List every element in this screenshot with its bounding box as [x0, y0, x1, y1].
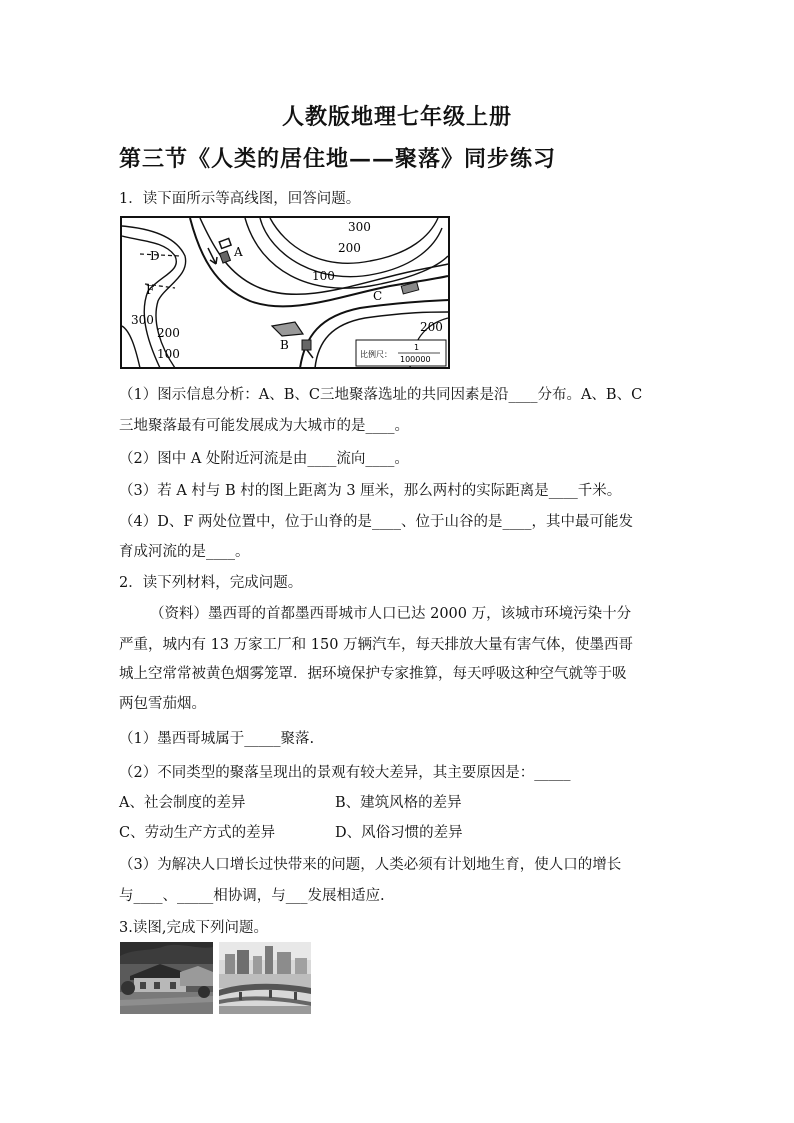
point-b-label: B [280, 338, 289, 352]
q1-sub2: （2）图中 A 处附近河流是由____流向____。 [119, 451, 409, 467]
q1-stem: 1．读下面所示等高线图，回答问题。 [119, 191, 361, 207]
page-subtitle: 第三节《人类的居住地——聚落》同步练习 [119, 146, 557, 172]
q2-material-line3: 城上空常常被黄色烟雾笼罩．据环境保护专家推算，每天呼吸这种空气就等于吸 [119, 666, 627, 682]
scale-denominator: 100000 [400, 355, 431, 364]
q2-sub2: （2）不同类型的聚落呈现出的景观有较大差异，其主要原因是：_____ [119, 765, 571, 781]
label-200-top: 200 [338, 241, 361, 255]
label-100-left: 100 [157, 347, 180, 361]
q1-sub3: （3）若 A 村与 B 村的图上距离为 3 厘米，那么两村的实际距离是____千米。 [119, 483, 622, 499]
label-100-top: 100 [312, 269, 335, 283]
urban-settlement-photo [219, 942, 311, 1014]
point-d-label: D [150, 249, 160, 263]
point-a-label: A [234, 245, 243, 259]
q2-material-line4: 两包雪茄烟。 [119, 696, 206, 712]
q2-option-b: B、建筑风格的差异 [335, 795, 462, 811]
q3-stem: 3.读图,完成下列问题。 [119, 920, 268, 936]
label-200-left: 200 [157, 326, 180, 340]
point-f-label: F [146, 283, 155, 297]
q1-sub4-line2: 育成河流的是____。 [119, 544, 250, 560]
q2-option-d: D、风俗习惯的差异 [335, 825, 463, 841]
q2-sub1: （1）墨西哥城属于_____聚落. [119, 731, 315, 747]
contour-map [120, 216, 450, 369]
rural-settlement-photo [120, 942, 213, 1014]
q2-option-a: A、社会制度的差异 [119, 795, 246, 811]
q1-sub1-line2: 三地聚落最有可能发展成为大城市的是____。 [119, 418, 409, 434]
q2-sub3-line1: （3）为解决人口增长过快带来的问题，人类必须有计划地生育，使人口的增长 [119, 857, 622, 873]
scale-label: 比例尺： [360, 350, 392, 359]
label-300-left: 300 [131, 313, 154, 327]
q2-sub3-line2: 与____、_____相协调，与___发展相适应. [119, 888, 385, 904]
point-c-label: C [373, 289, 383, 303]
q2-stem: 2．读下列材料，完成问题。 [119, 575, 303, 591]
label-300-top: 300 [348, 220, 371, 234]
settlement-b-2 [302, 340, 311, 350]
q2-option-c: C、劳动生产方式的差异 [119, 825, 276, 841]
q1-sub1-line1: （1）图示信息分析：A、B、C三地聚落选址的共同因素是沿____分布。A、B、C [119, 387, 643, 403]
q2-material-line2: 严重，城内有 13 万家工厂和 150 万辆汽车，每天排放大量有害气体，使墨西哥 [119, 637, 634, 653]
q2-material-line1: （资料）墨西哥的首都墨西哥城市人口已达 2000 万，该城市环境污染十分 [150, 606, 632, 622]
q1-sub4-line1: （4）D、F 两处位置中，位于山脊的是____、位于山谷的是____，其中最可能发 [119, 514, 634, 530]
page-title: 人教版地理七年级上册 [281, 104, 512, 130]
scale-numerator: 1 [414, 343, 420, 352]
label-200-right: 200 [420, 320, 443, 334]
